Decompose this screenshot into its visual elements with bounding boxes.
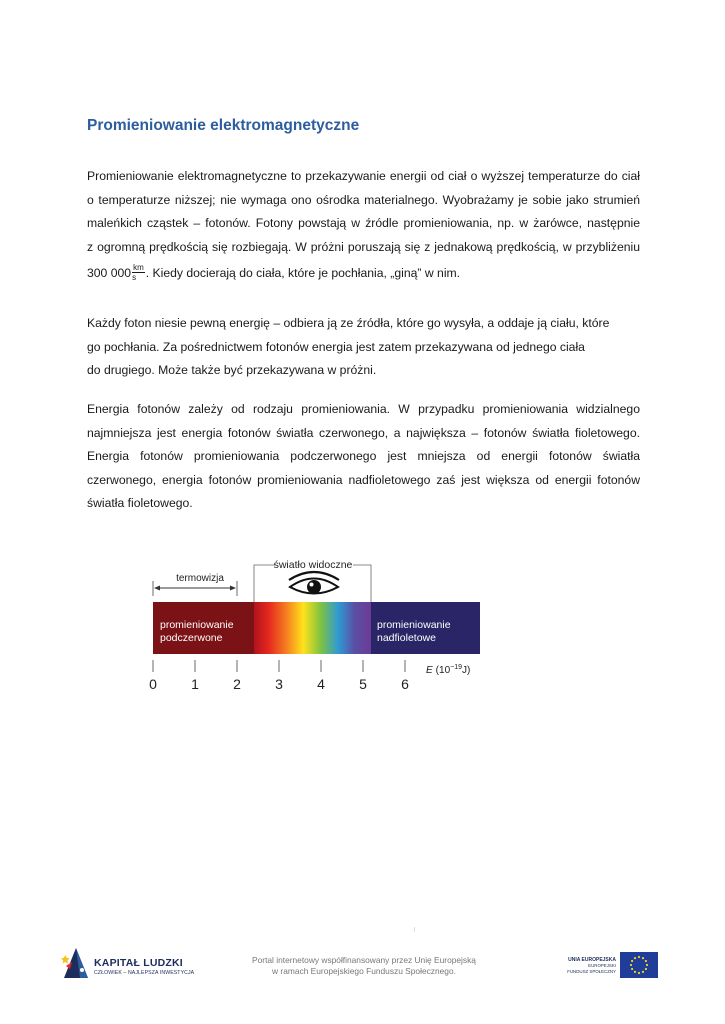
text-line: Promieniowanie elektromagnetyczne to przekazywanie energii od ciał o wyższej temperaturze do ciał — [87, 169, 640, 183]
eu-fund-line1: EUROPEJSKI — [588, 963, 616, 968]
text-line: Każdy foton niesie pewną energię – odbiera ją ze źródła, które go wysyła, a oddaje ją ciału, które — [87, 316, 610, 330]
text-line: czerwonego, energia fotonów promieniowania nadfioletowego zaś jest większa od energii fotonów — [87, 472, 640, 487]
spectrum-diagram — [150, 556, 490, 696]
axis-tick-label: 0 — [149, 676, 157, 692]
funding-note-line2: w ramach Europejskiego Funduszu Społecznego. — [272, 966, 456, 976]
eu-text — [560, 957, 616, 975]
text-line: maleńkich cząstek – fotonów. Fotony powstają w źródle promieniowania, np. w żarówce, następnie — [87, 216, 640, 231]
axis-unit-exp: −19 — [450, 664, 462, 671]
text-line: najmniejsza jest energia fotonów światła czerwonego, a największa – fotonów światła fioletowego. — [87, 425, 640, 440]
funding-note-line1: Portal internetowy współfinansowany przez Unię Europejską — [252, 955, 476, 965]
axis-unit-prefix: E — [426, 665, 433, 676]
paragraph-radiation-intro — [87, 165, 640, 286]
eu-fund-line2: FUNDUSZ SPOŁECZNY — [567, 969, 616, 974]
text-line: Energia fotonów promieniowania podczerwonego jest mniejsza od energii fotonów światła — [87, 449, 640, 464]
axis-tick-label: 5 — [359, 676, 367, 692]
axis-tick-label: 3 — [275, 676, 283, 692]
text-line: światła fioletowego. — [87, 496, 193, 511]
ultraviolet-label-line1: promieniowanie — [377, 619, 451, 631]
speed-unit-fraction — [132, 263, 145, 282]
paragraph-energy-comparison — [87, 398, 640, 516]
axis-tick-label: 1 — [191, 676, 199, 692]
axis-tick-label: 6 — [401, 676, 409, 692]
speed-value: 300 000 — [87, 266, 132, 281]
visible-band — [254, 602, 371, 654]
page-title: Promieniowanie elektromagnetyczne — [87, 117, 360, 134]
text-line-speed — [87, 262, 640, 286]
eye-icon — [289, 572, 339, 594]
axis-tick-label: 2 — [233, 676, 241, 692]
funding-note — [236, 955, 492, 977]
speed-line-rest: . Kiedy docierają do ciała, które je pochłania, „giną” w nim. — [145, 266, 461, 281]
thermovision-label: termowizja — [176, 573, 224, 584]
ultraviolet-label-line2: nadfioletowe — [377, 632, 436, 644]
axis-tick-label: 4 — [317, 676, 325, 692]
text-line: do drugiego. Może także być przekazywana w próżni. — [87, 363, 377, 378]
infrared-label-line2: podczerwone — [160, 632, 223, 644]
energy-axis — [149, 660, 470, 692]
kapital-ludzki-subtitle: CZŁOWIEK – NAJLEPSZA INWESTYCJA — [94, 970, 195, 976]
footer-marker — [414, 927, 415, 932]
kapital-ludzki-title: KAPITAŁ LUDZKI — [94, 957, 183, 969]
axis-unit-suffix: J) — [462, 665, 471, 676]
thermo-arrow-left-head — [154, 586, 160, 591]
text-line: o temperaturze niższej; nie wymaga ono ośrodka materialnego. Wyobrażamy je sobie jako strumień — [87, 192, 640, 207]
axis-unit-label — [426, 664, 470, 676]
thermo-arrow-right-head — [230, 586, 236, 591]
axis-unit-base: (10 — [435, 665, 451, 676]
text-line: go pochłania. Za pośrednictwem fotonów energia jest zatem przekazywana od jednego ciała — [87, 339, 585, 354]
speed-unit-numerator: km — [133, 262, 144, 272]
visible-light-label: światło widoczne — [273, 559, 353, 571]
eu-flag-icon — [620, 952, 658, 978]
text-line: z ogromną prędkością się rozbiegają. W próżni poruszają się z jednakową prędkością, w przybliżeniu — [87, 239, 640, 254]
speed-unit-denominator: s — [132, 272, 137, 282]
text-line: Energia fotonów zależy od rodzaju promieniowania. W przypadku promieniowania widzialnego — [87, 402, 640, 416]
infrared-label-line1: promieniowanie — [160, 619, 234, 631]
paragraph-photon-energy — [87, 312, 640, 383]
kapital-ludzki-logo-icon — [62, 946, 92, 980]
eu-name: UNIA EUROPEJSKA — [568, 957, 616, 963]
